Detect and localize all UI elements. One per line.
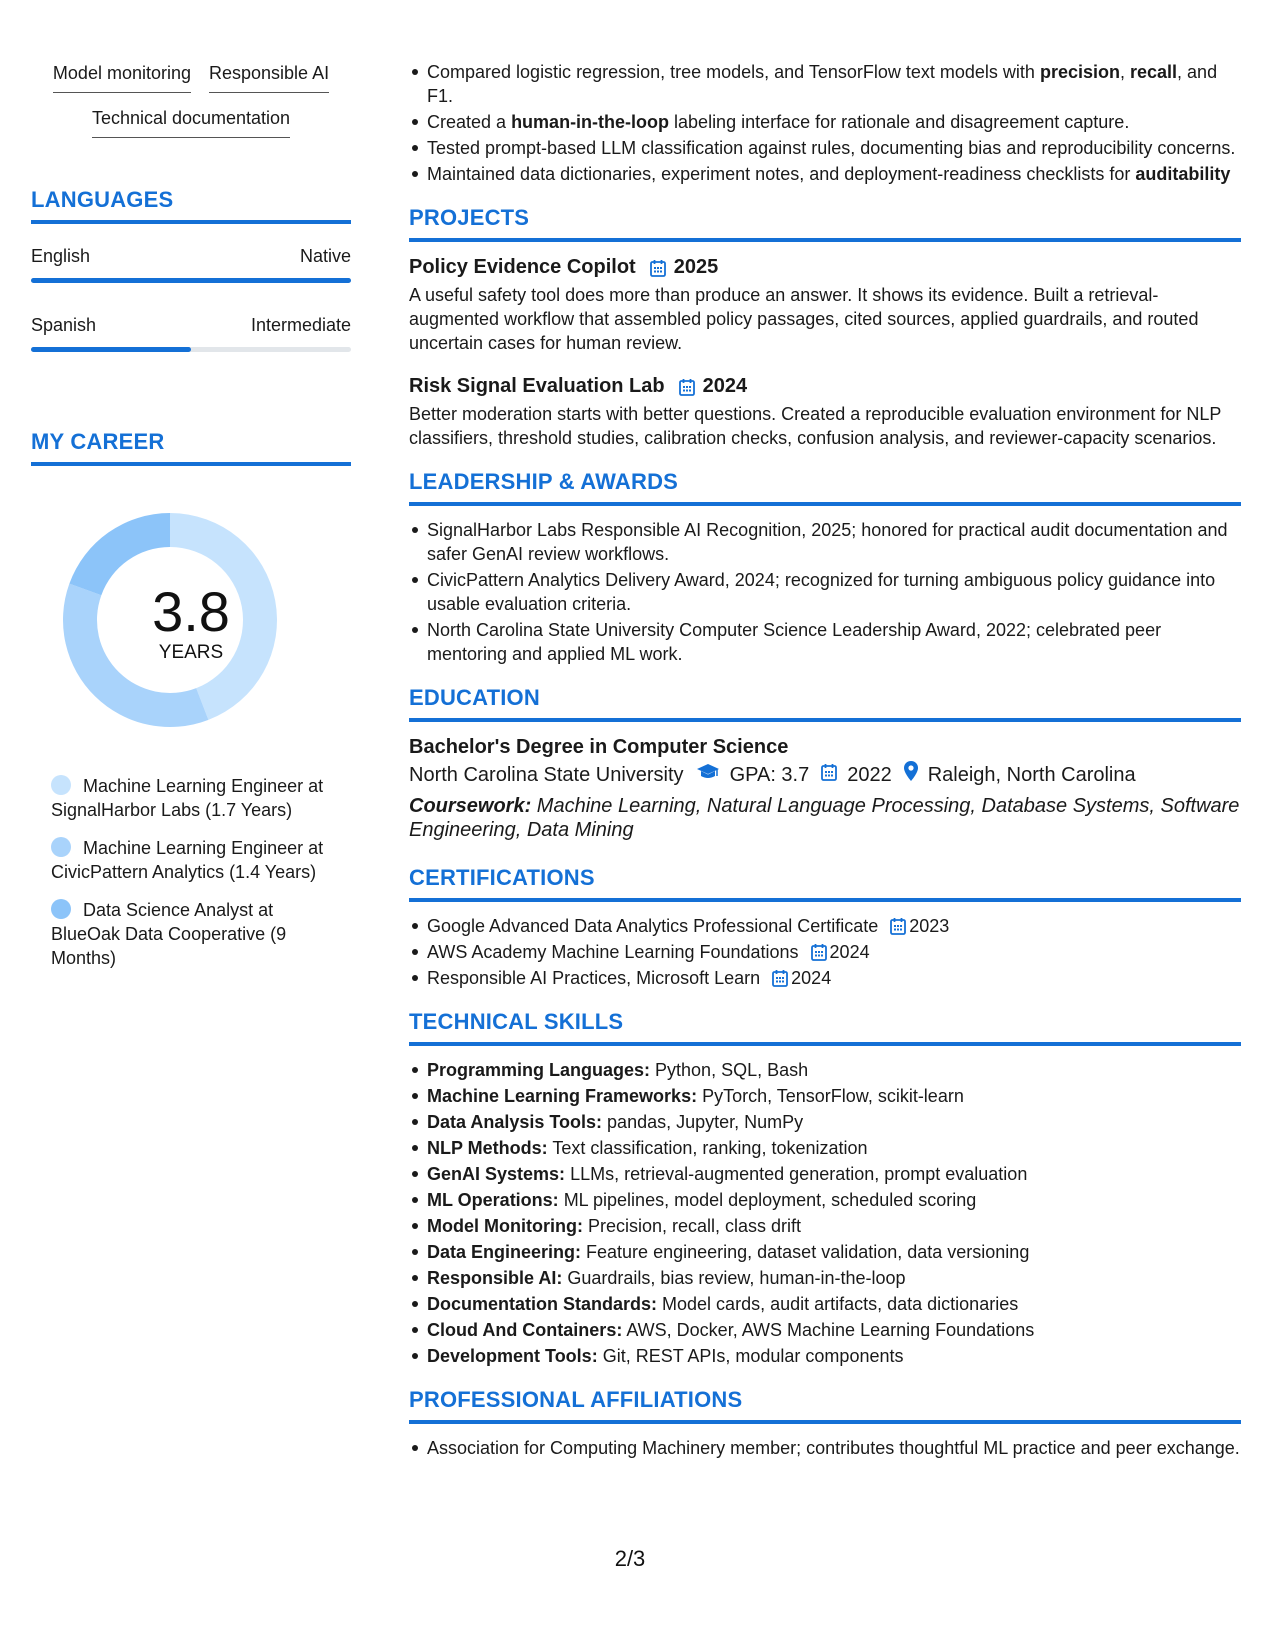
- language-level: Intermediate: [250, 315, 351, 335]
- section-rule: [409, 1420, 1241, 1424]
- project-year: 2025: [673, 256, 719, 278]
- skill-values: Guardrails, bias review, human-in-the-loop: [562, 1268, 906, 1288]
- skill-category: Machine Learning Frameworks:: [427, 1086, 698, 1106]
- certification-item: [427, 966, 1241, 990]
- skills-list: [409, 1058, 1241, 1368]
- skill-values: Git, REST APIs, modular components: [597, 1346, 904, 1366]
- certifications-section: [409, 864, 1241, 990]
- skill-category: NLP Methods:: [427, 1138, 548, 1158]
- skill-category: Programming Languages:: [427, 1060, 651, 1080]
- skill-category: GenAI Systems:: [427, 1164, 566, 1184]
- skill-category: Development Tools:: [427, 1346, 598, 1366]
- experience-bullet: [427, 60, 1241, 108]
- calendar-icon: [679, 377, 695, 395]
- page-number: 2/3: [614, 1546, 646, 1571]
- skill-category: Data Analysis Tools:: [427, 1112, 603, 1132]
- legend-label: Data Science Analyst at BlueOak Data Cooperative (9 Months): [51, 900, 287, 968]
- section-title: TECHNICAL SKILLS: [409, 1009, 624, 1034]
- education-details: [409, 760, 1241, 790]
- certification-date: [811, 942, 870, 962]
- skill-item: [427, 1162, 1241, 1186]
- project-year: 2024: [702, 375, 748, 397]
- tag: Technical documentation: [92, 105, 290, 138]
- certifications-list: [409, 914, 1241, 990]
- legend-dot: [51, 775, 71, 795]
- main-content: [409, 60, 1241, 1462]
- languages-section: [31, 186, 351, 352]
- project-name: Policy Evidence Copilot: [409, 256, 636, 278]
- calendar-icon: [772, 969, 788, 987]
- skill-values: LLMs, retrieval-augmented generation, prompt evaluation: [565, 1164, 1028, 1184]
- legend-dot: [51, 837, 71, 857]
- language-bar: [31, 278, 351, 283]
- skill-category: ML Operations:: [427, 1190, 559, 1210]
- projects-section: [409, 204, 1241, 450]
- career-total: 3.8: [152, 580, 230, 643]
- certification-name: AWS Academy Machine Learning Foundations: [427, 942, 799, 962]
- skill-category: Documentation Standards:: [427, 1294, 658, 1314]
- skill-tags: [31, 60, 351, 138]
- skill-category: Data Engineering:: [427, 1242, 582, 1262]
- section-rule: [31, 462, 351, 466]
- tag: Responsible AI: [209, 60, 329, 93]
- legend-label: Machine Learning Engineer at CivicPattern Analytics (1.4 Years): [51, 838, 324, 882]
- language-bar-fill: [31, 278, 351, 283]
- certification-year: 2023: [909, 916, 950, 936]
- school-name: North Carolina State University: [409, 764, 684, 786]
- section-title: PROFESSIONAL AFFILIATIONS: [409, 1387, 743, 1412]
- awards-section: [409, 468, 1241, 666]
- graduation-cap-icon: [696, 760, 720, 790]
- awards-list: [409, 518, 1241, 666]
- project-item: [409, 254, 1241, 355]
- skill-values: Python, SQL, Bash: [650, 1060, 809, 1080]
- coursework-list: Machine Learning, Natural Language Processing, Database Systems, Software Engineering, Data Mining: [409, 795, 1240, 841]
- section-rule: [409, 718, 1241, 722]
- skill-category: Cloud And Containers:: [427, 1320, 623, 1340]
- graduation-year: 2022: [847, 764, 892, 786]
- career-section: [31, 428, 351, 970]
- bullet-text: , and F1.: [427, 62, 1218, 106]
- skill-item: [427, 1318, 1241, 1342]
- skill-item: [427, 1058, 1241, 1082]
- skill-item: [427, 1344, 1241, 1368]
- location: Raleigh, North Carolina: [927, 764, 1136, 786]
- skill-values: Feature engineering, dataset validation, data versioning: [581, 1242, 1030, 1262]
- project-description: Better moderation starts with better questions. Created a reproducible evaluation environment for NLP classifiers, threshold studies, calibration checks, confusion analysis, and reviewer-capacity scenarios.: [409, 404, 1222, 448]
- career-unit: YEARS: [158, 642, 224, 663]
- tag: Model monitoring: [53, 60, 191, 93]
- section-rule: [409, 238, 1241, 242]
- emphasis-text: auditability: [1135, 164, 1231, 184]
- calendar-icon: [650, 258, 666, 276]
- bullet-text: ,: [1119, 62, 1130, 82]
- skill-item: [427, 1266, 1241, 1290]
- emphasis-text: human-in-the-loop: [511, 112, 670, 132]
- certification-date: [772, 968, 831, 988]
- skills-section: [409, 1008, 1241, 1368]
- section-title: MY CAREER: [31, 429, 165, 454]
- skill-values: AWS, Docker, AWS Machine Learning Foundations: [622, 1320, 1035, 1340]
- language-item: [31, 244, 351, 283]
- section-title: LANGUAGES: [31, 187, 174, 212]
- language-name: Spanish: [31, 315, 97, 335]
- skill-category: Responsible AI:: [427, 1268, 563, 1288]
- project-item: [409, 373, 1241, 450]
- degree: Bachelor's Degree in Computer Science: [409, 736, 789, 758]
- location-pin-icon: [904, 760, 918, 790]
- experience-bullet: [427, 162, 1241, 186]
- language-item: [31, 313, 351, 352]
- list-item: SignalHarbor Labs Responsible AI Recognition, 2025; honored for practical audit documentation and safer GenAI review workflows.: [427, 518, 1241, 566]
- section-title: LEADERSHIP & AWARDS: [409, 469, 679, 494]
- section-rule: [31, 220, 351, 224]
- certification-item: [427, 914, 1241, 938]
- calendar-icon: [821, 760, 837, 790]
- skill-item: [427, 1292, 1241, 1316]
- experience-bullets: [409, 60, 1241, 186]
- legend-item: [51, 898, 336, 970]
- legend-label: Machine Learning Engineer at SignalHarbor Labs (1.7 Years): [51, 776, 324, 820]
- legend-dot: [51, 899, 71, 919]
- education-section: [409, 684, 1241, 842]
- skill-item: [427, 1110, 1241, 1134]
- language-bar: [31, 347, 351, 352]
- certification-year: 2024: [829, 942, 870, 962]
- project-description: A useful safety tool does more than produce an answer. It shows its evidence. Built a retrieval-augmented workflow that assembled policy passages, cited sources, applied guardrails, and routed uncertain cases for human review.: [409, 285, 1199, 353]
- bullet-text: labeling interface for rationale and disagreement capture.: [669, 112, 1130, 132]
- skill-item: [427, 1214, 1241, 1238]
- section-rule: [409, 898, 1241, 902]
- legend-item: [51, 774, 336, 822]
- experience-bullet: [427, 136, 1241, 160]
- skill-values: PyTorch, TensorFlow, scikit-learn: [697, 1086, 964, 1106]
- career-legend: [31, 774, 336, 970]
- skill-values: Model cards, audit artifacts, data dictionaries: [657, 1294, 1019, 1314]
- coursework: [409, 794, 1241, 842]
- skill-values: ML pipelines, model deployment, scheduled scoring: [558, 1190, 977, 1210]
- bullet-text: Tested prompt-based LLM classification against rules, documenting bias and reproducibility concerns.: [427, 138, 1236, 158]
- certification-name: Responsible AI Practices, Microsoft Learn: [427, 968, 761, 988]
- skill-item: [427, 1084, 1241, 1108]
- skill-values: pandas, Jupyter, NumPy: [602, 1112, 804, 1132]
- section-title: EDUCATION: [409, 685, 540, 710]
- skill-item: [427, 1136, 1241, 1160]
- list-item: North Carolina State University Computer Science Leadership Award, 2022; celebrated peer mentoring and applied ML work.: [427, 618, 1241, 666]
- career-donut-chart: [31, 508, 351, 748]
- language-bar-fill: [31, 347, 191, 352]
- certification-year: 2024: [791, 968, 832, 988]
- section-rule: [409, 502, 1241, 506]
- calendar-icon: [811, 943, 827, 961]
- section-rule: [409, 1042, 1241, 1046]
- experience-bullet: [427, 110, 1241, 134]
- emphasis-text: recall: [1130, 62, 1178, 82]
- skill-item: [427, 1188, 1241, 1212]
- coursework-label: Coursework:: [409, 795, 532, 817]
- list-item: Association for Computing Machinery member; contributes thoughtful ML practice and peer exchange.: [427, 1438, 1240, 1458]
- sidebar: [31, 60, 351, 984]
- gpa: GPA: 3.7: [729, 764, 810, 786]
- emphasis-text: precision: [1039, 62, 1120, 82]
- section-title: PROJECTS: [409, 205, 530, 230]
- skill-values: Precision, recall, class drift: [582, 1216, 802, 1236]
- affiliations-list: [409, 1436, 1241, 1460]
- section-title: CERTIFICATIONS: [409, 865, 595, 890]
- list-item: CivicPattern Analytics Delivery Award, 2024; recognized for turning ambiguous policy guidance into usable evaluation criteria.: [427, 568, 1241, 616]
- affiliations-section: [409, 1386, 1241, 1460]
- bullet-text: Maintained data dictionaries, experiment notes, and deployment-readiness checklists for: [427, 164, 1136, 184]
- bullet-text: Created a: [427, 112, 512, 132]
- certification-name: Google Advanced Data Analytics Professional Certificate: [427, 916, 879, 936]
- certification-date: [890, 916, 949, 936]
- legend-item: [51, 836, 336, 884]
- calendar-icon: [890, 917, 906, 935]
- language-name: English: [31, 246, 91, 266]
- project-name: Risk Signal Evaluation Lab: [409, 375, 665, 397]
- skill-category: Model Monitoring:: [427, 1216, 583, 1236]
- skill-item: [427, 1240, 1241, 1264]
- language-level: Native: [299, 246, 351, 266]
- certification-item: [427, 940, 1241, 964]
- skill-values: Text classification, ranking, tokenization: [547, 1138, 868, 1158]
- bullet-text: Compared logistic regression, tree models, and TensorFlow text models with: [427, 62, 1040, 82]
